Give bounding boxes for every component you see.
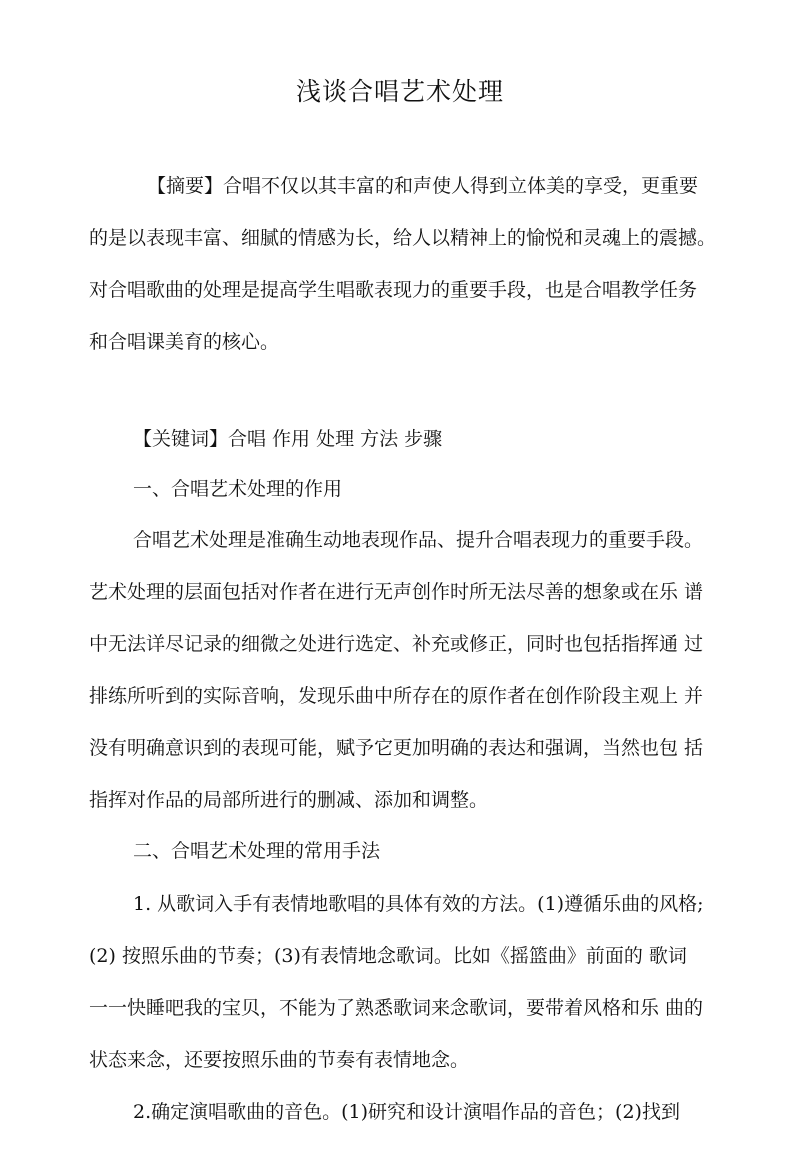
section-2-line-4: 状态来念，还要按照乐曲的节奏有表情地念。 (89, 1049, 470, 1071)
abstract-line-2: 的是以表现丰富、细腻的情感为长，给人以精神上的愉悦和灵魂上的震撼。 (89, 227, 717, 249)
section-1-line-3: 中无法详尽记录的细微之处进行选定、补充或修正，同时也包括指挥通 过 (89, 633, 704, 655)
keywords-line: 【关键词】合唱 作用 处理 方法 步骤 (133, 428, 443, 450)
section-1-line-2: 艺术处理的层面包括对作者在进行无声创作时所无法尽善的想象或在乐 谱 (89, 581, 704, 603)
section-1-line-4: 排练所听到的实际音响，发现乐曲中所存在的原作者在创作阶段主观上 并 (89, 685, 704, 707)
abstract-line-4: 和合唱课美育的核心。 (89, 331, 280, 353)
section-2-line-1: 1. 从歌词入手有表情地歌唱的具体有效的方法。(1)遵循乐曲的风格; (133, 893, 704, 915)
section-2-line-3: 一一快睡吧我的宝贝，不能为了熟悉歌词来念歌词，要带着风格和乐 曲的 (89, 997, 704, 1019)
section-2-line-5: 2.确定演唱歌曲的音色。(1)研究和设计演唱作品的音色；(2)找到 (133, 1101, 680, 1123)
section-1-line-5: 没有明确意识到的表现可能，赋予它更加明确的表达和强调，当然也包 括 (89, 737, 704, 759)
section-1-line-1: 合唱艺术处理是准确生动地表现作品、提升合唱表现力的重要手段。 (133, 529, 704, 551)
section-1-heading: 一、合唱艺术处理的作用 (133, 478, 343, 500)
section-1-line-6: 指挥对作品的局部所进行的删减、添加和调整。 (89, 789, 489, 811)
section-2-heading: 二、合唱艺术处理的常用手法 (133, 840, 381, 862)
abstract-line-1: 【摘要】合唱不仅以其丰富的和声使人得到立体美的享受，更重要 (147, 175, 699, 197)
document-title: 浅谈合唱艺术处理 (295, 77, 504, 106)
section-2-line-2: (2) 按照乐曲的节奏；(3)有表情地念歌词。比如《摇篮曲》前面的 歌词 (89, 945, 687, 967)
abstract-line-3: 对合唱歌曲的处理是提高学生唱歌表现力的重要手段，也是合唱教学任务 (89, 279, 698, 301)
